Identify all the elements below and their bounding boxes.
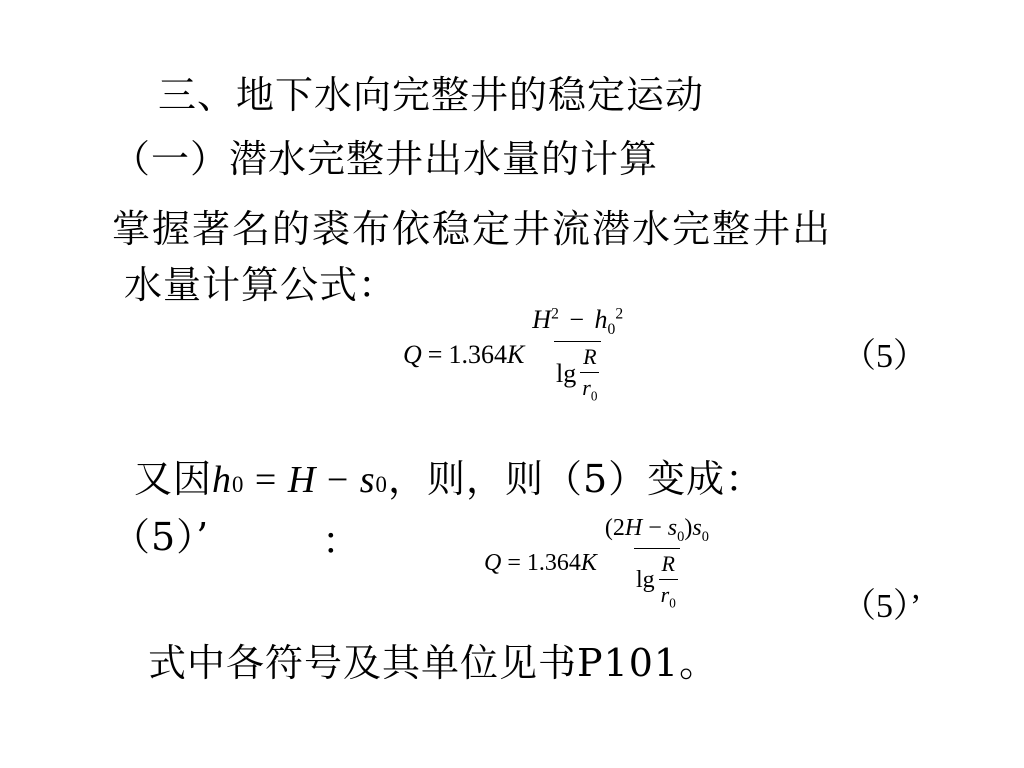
formula-1-num-minus: − bbox=[569, 305, 585, 334]
formula-2-den-r-wrap bbox=[659, 579, 678, 611]
formula-1-numerator bbox=[530, 305, 625, 341]
formula-1-num-h-cap: H bbox=[532, 305, 552, 334]
formula-1-k: K bbox=[506, 339, 525, 369]
formula-2-num-s2-sub: 0 bbox=[701, 528, 709, 545]
formula-2-num-close: ) bbox=[684, 515, 693, 541]
formula-2-den-fraction bbox=[659, 551, 678, 611]
formula-1-num-sup-2: 2 bbox=[615, 305, 624, 323]
footer-note: 式中各符号及其单位见书P101。 bbox=[148, 641, 719, 685]
formula-1-den-lg: lg bbox=[556, 359, 577, 389]
because-s-sub: 0 bbox=[375, 472, 388, 497]
because-h-cap: H bbox=[287, 459, 317, 501]
slide-heading: 三、地下水向完整井的稳定运动 bbox=[158, 73, 705, 117]
formula-2-coefficient: 1.364 bbox=[526, 549, 581, 576]
because-h: h bbox=[212, 459, 233, 501]
formula-1-den-r-sub: 0 bbox=[590, 388, 598, 404]
formula-2-equals: = bbox=[507, 549, 521, 576]
formula-2-numerator bbox=[603, 515, 711, 548]
formula-2 bbox=[484, 515, 711, 611]
formula-2-den-r-cap: R bbox=[661, 550, 675, 576]
formula-1-den-r-cap: R bbox=[583, 344, 597, 370]
formula-2-num-open: (2 bbox=[604, 515, 625, 541]
formula-1-denominator bbox=[554, 341, 601, 404]
formula-1-den-r-wrap bbox=[580, 372, 599, 404]
formula-2-denominator bbox=[634, 548, 680, 611]
formula-2-num-s: s bbox=[667, 515, 678, 541]
formula-1-num-sub: 0 bbox=[607, 321, 616, 339]
formula-2-den-lg: lg bbox=[635, 567, 655, 594]
because-equals: = bbox=[244, 459, 288, 501]
formula-2-fraction bbox=[603, 515, 711, 611]
formula-1-den-r: r bbox=[582, 375, 591, 401]
because-minus: − bbox=[316, 459, 360, 501]
formula-2-den-r-sub: 0 bbox=[669, 595, 676, 611]
formula-1-q: Q bbox=[403, 339, 422, 369]
formula-1-equals: = bbox=[427, 339, 443, 369]
residual-line: （5）’ bbox=[112, 515, 210, 559]
formula-2-num-h: H bbox=[624, 515, 643, 541]
formula-2-k: K bbox=[580, 549, 597, 576]
slide-subheading: （一）潜水完整井出水量的计算 bbox=[112, 137, 659, 181]
because-s: s bbox=[359, 459, 376, 501]
formula-2-den-r: r bbox=[660, 581, 670, 607]
formula-1-coefficient: 1.364 bbox=[448, 339, 507, 369]
formula-1-tag: （5） bbox=[842, 338, 927, 375]
intro-line-1: 掌握著名的裘布依稳定井流潜水完整井出 bbox=[112, 207, 833, 251]
because-suffix: ，则，则（5）变成： bbox=[387, 457, 765, 501]
formula-2-num-minus: − bbox=[642, 515, 668, 541]
formula-1-num-h: h bbox=[594, 305, 608, 334]
formula-2-tag: （5）’ bbox=[842, 588, 922, 625]
formula-1-den-fraction bbox=[580, 344, 599, 404]
formula-2-q: Q bbox=[484, 549, 502, 576]
because-prefix: 又因 bbox=[134, 457, 213, 501]
formula-2-num-s2: s bbox=[692, 515, 702, 541]
intro-line-2: 水量计算公式： bbox=[124, 263, 398, 307]
residual-colon: ： bbox=[322, 519, 362, 563]
because-line bbox=[134, 457, 765, 501]
formula-2-num-s-sub: 0 bbox=[677, 528, 685, 545]
because-h-sub: 0 bbox=[232, 472, 245, 497]
formula-1-fraction bbox=[530, 305, 625, 405]
formula-1 bbox=[403, 305, 625, 405]
formula-1-num-sup-1: 2 bbox=[551, 305, 559, 323]
